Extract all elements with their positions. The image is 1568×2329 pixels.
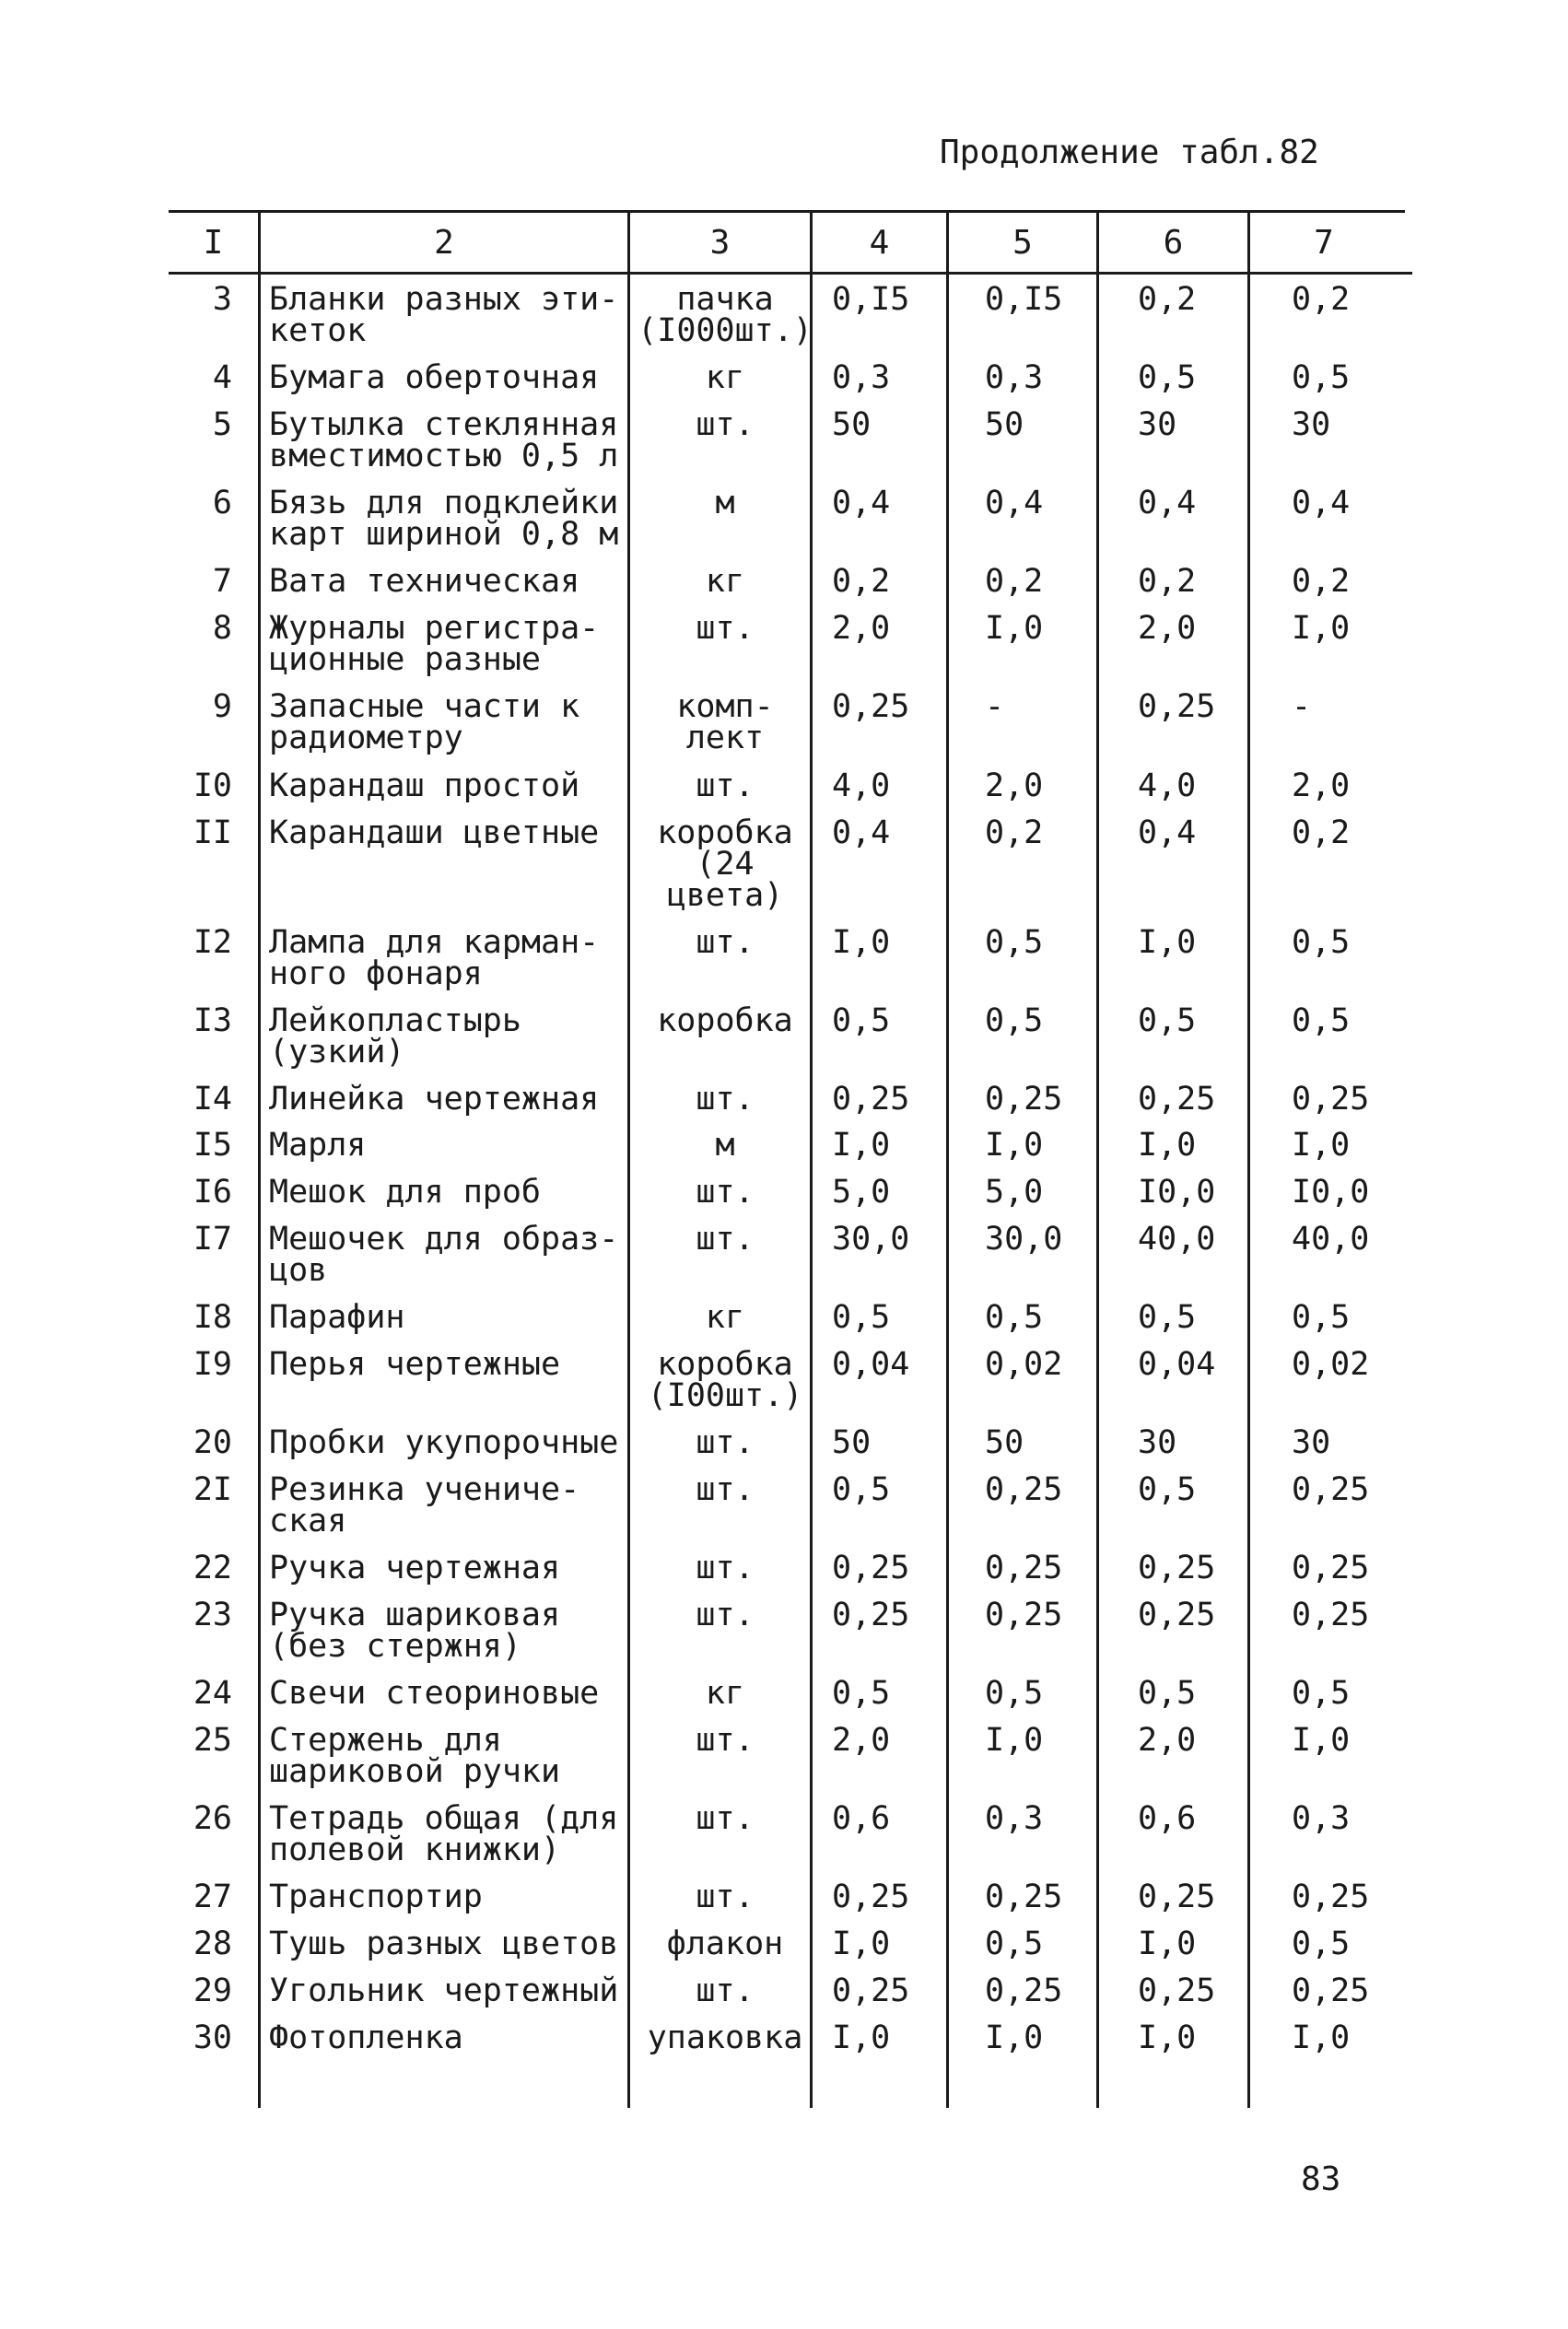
value-col-6: 2,0	[1138, 610, 1197, 647]
value-col-7: 0,25	[1292, 1878, 1370, 1915]
value-col-5: I,0	[985, 610, 1044, 647]
row-number: I9	[193, 1346, 232, 1383]
value-col-5: 0,25	[985, 1471, 1063, 1508]
value-col-7: I,0	[1292, 2019, 1351, 2056]
item-name: Мешок для проб	[269, 1174, 542, 1211]
value-col-5: 0,25	[985, 1597, 1063, 1633]
value-col-4: 50	[832, 1424, 872, 1461]
item-name: Бланки разных эти- кеток	[269, 281, 619, 349]
value-col-5: I,0	[985, 2019, 1044, 2056]
value-col-7: I0,0	[1292, 1174, 1370, 1211]
value-col-7: 0,25	[1292, 1972, 1370, 2009]
value-col-4: 0,25	[832, 1972, 910, 2009]
value-col-4: 5,0	[832, 1174, 891, 1211]
item-name: Тушь разных цветов	[269, 1925, 619, 1962]
item-unit: шт.	[696, 1471, 755, 1508]
value-col-7: I,0	[1292, 1722, 1351, 1759]
row-number: 9	[212, 688, 232, 725]
item-unit: кг	[705, 563, 745, 600]
item-unit: шт.	[696, 1174, 755, 1211]
value-col-6: 0,25	[1138, 1878, 1216, 1915]
value-col-6: 0,6	[1138, 1800, 1197, 1837]
header-cell: 2	[434, 223, 454, 262]
page-number: 83	[1301, 2160, 1341, 2198]
value-col-6: 0,04	[1138, 1346, 1216, 1383]
item-unit: шт.	[696, 1972, 755, 2009]
item-name: Бутылка стеклянная вместимостью 0,5 л	[269, 406, 619, 474]
value-col-6: I,0	[1138, 1925, 1197, 1962]
item-unit: шт.	[696, 924, 755, 961]
header-cell: 4	[869, 223, 890, 262]
item-name: Вата техническая	[269, 563, 580, 600]
item-name: Мешочек для образ- цов	[269, 1221, 619, 1289]
row-number: I6	[193, 1174, 232, 1211]
value-col-7: 0,5	[1292, 1675, 1351, 1712]
item-name: Журналы регистра- ционные разные	[269, 610, 600, 678]
item-name: Лейкопластырь (узкий)	[269, 1002, 521, 1071]
header-cell: 3	[709, 223, 731, 262]
value-col-6: 0,25	[1138, 1550, 1216, 1586]
value-col-6: I0,0	[1138, 1174, 1216, 1211]
value-col-4: 0,4	[832, 814, 891, 851]
value-col-7: 30	[1292, 406, 1331, 443]
value-col-7: I,0	[1292, 1127, 1351, 1164]
value-col-5: 0,25	[985, 1081, 1063, 1118]
value-col-6: 0,25	[1138, 1972, 1216, 2009]
row-number: 6	[212, 485, 232, 521]
item-name: Транспортир	[269, 1878, 483, 1915]
value-col-7: 0,5	[1292, 1002, 1351, 1039]
item-name: Марля	[269, 1127, 367, 1164]
item-name: Бумага оберточная	[269, 359, 600, 396]
value-col-4: 0,25	[832, 1081, 910, 1118]
item-name: Карандаш простой	[269, 767, 580, 804]
column-divider	[946, 210, 949, 2108]
value-col-7: 0,4	[1292, 485, 1351, 521]
row-number: 23	[193, 1597, 232, 1633]
value-col-6: 0,2	[1138, 563, 1197, 600]
item-name: Свечи стеориновые	[269, 1675, 600, 1712]
item-unit: м	[715, 1127, 735, 1164]
value-col-5: 0,5	[985, 1675, 1044, 1712]
table-top-rule	[169, 210, 1405, 213]
row-number: 30	[193, 2019, 232, 2056]
value-col-7: I,0	[1292, 610, 1351, 647]
table-caption: Продолжение табл.82	[940, 134, 1319, 171]
item-unit: коробка (24 цвета)	[657, 814, 793, 914]
value-col-5: -	[985, 688, 1005, 725]
value-col-7: 2,0	[1292, 767, 1351, 804]
item-name: Резинка учениче- ская	[269, 1471, 580, 1539]
row-number: I5	[193, 1127, 232, 1164]
value-col-6: 0,25	[1138, 1081, 1216, 1118]
row-number: 25	[193, 1722, 232, 1759]
value-col-7: -	[1292, 688, 1312, 725]
header-cell: 6	[1163, 223, 1184, 262]
value-col-5: 0,3	[985, 359, 1044, 396]
row-number: I2	[193, 924, 232, 961]
value-col-5: 0,25	[985, 1550, 1063, 1586]
item-unit: кг	[705, 1299, 745, 1336]
item-name: Бязь для подклейки карт шириной 0,8 м	[269, 485, 619, 553]
value-col-6: 30	[1138, 406, 1177, 443]
row-number: 20	[193, 1424, 232, 1461]
value-col-6: 0,25	[1138, 688, 1216, 725]
value-col-7: 40,0	[1292, 1221, 1370, 1258]
row-number: I7	[193, 1221, 232, 1258]
value-col-5: 0,I5	[985, 281, 1063, 318]
value-col-5: 0,2	[985, 563, 1044, 600]
value-col-5: 50	[985, 1424, 1024, 1461]
value-col-5: 0,5	[985, 1002, 1044, 1039]
value-col-5: 0,4	[985, 485, 1044, 521]
item-name: Стержень для шариковой ручки	[269, 1722, 561, 1790]
value-col-5: 0,25	[985, 1878, 1063, 1915]
row-number: 3	[212, 281, 232, 318]
column-divider	[258, 210, 261, 2108]
value-col-5: 0,5	[985, 924, 1044, 961]
value-col-6: 4,0	[1138, 767, 1197, 804]
item-name: Перья чертежные	[269, 1346, 561, 1383]
value-col-4: 0,2	[832, 563, 891, 600]
item-name: Фотопленка	[269, 2019, 463, 2056]
row-number: 24	[193, 1675, 232, 1712]
value-col-5: 5,0	[985, 1174, 1044, 1211]
item-unit: шт.	[696, 610, 755, 647]
value-col-7: 30	[1292, 1424, 1331, 1461]
row-number: 2I	[193, 1471, 232, 1508]
header-cell: I	[203, 223, 224, 262]
value-col-5: 50	[985, 406, 1024, 443]
value-col-4: 0,3	[832, 359, 891, 396]
value-col-7: 0,5	[1292, 1925, 1351, 1962]
value-col-6: 0,2	[1138, 281, 1197, 318]
value-col-4: 2,0	[832, 610, 891, 647]
item-unit: кг	[705, 359, 745, 396]
value-col-6: I,0	[1138, 1127, 1197, 1164]
item-name: Ручка чертежная	[269, 1550, 561, 1586]
value-col-4: 2,0	[832, 1722, 891, 1759]
row-number: 8	[212, 610, 232, 647]
row-number: 26	[193, 1800, 232, 1837]
item-name: Запасные части к радиометру	[269, 688, 580, 756]
value-col-6: 0,5	[1138, 1471, 1197, 1508]
value-col-6: 30	[1138, 1424, 1177, 1461]
row-number: 27	[193, 1878, 232, 1915]
value-col-5: 0,5	[985, 1299, 1044, 1336]
item-name: Линейка чертежная	[269, 1081, 600, 1118]
item-unit: коробка	[657, 1002, 793, 1039]
value-col-5: 0,25	[985, 1972, 1063, 2009]
value-col-7: 0,25	[1292, 1471, 1370, 1508]
value-col-6: I,0	[1138, 2019, 1197, 2056]
value-col-6: 0,5	[1138, 1299, 1197, 1336]
row-number: 4	[212, 359, 232, 396]
item-unit: шт.	[696, 1424, 755, 1461]
header-cell: 7	[1314, 223, 1334, 262]
value-col-5: 0,02	[985, 1346, 1063, 1383]
item-name: Ручка шариковая (без стержня)	[269, 1597, 561, 1665]
value-col-4: 0,25	[832, 1597, 910, 1633]
value-col-5: 0,5	[985, 1925, 1044, 1962]
item-unit: шт.	[696, 1221, 755, 1258]
item-unit: шт.	[696, 1081, 755, 1118]
item-unit: шт.	[696, 1878, 755, 1915]
value-col-4: 50	[832, 406, 872, 443]
item-name: Тетрадь общая (для полевой книжки)	[269, 1800, 619, 1868]
value-col-7: 0,5	[1292, 1299, 1351, 1336]
value-col-4: 0,4	[832, 485, 891, 521]
value-col-4: I,0	[832, 1127, 891, 1164]
value-col-5: I,0	[985, 1722, 1044, 1759]
item-unit: упаковка	[647, 2019, 803, 2056]
row-number: 5	[212, 406, 232, 443]
item-name: Парафин	[269, 1299, 405, 1336]
value-col-4: 30,0	[832, 1221, 910, 1258]
value-col-4: 0,04	[832, 1346, 910, 1383]
row-number: I0	[193, 767, 232, 804]
item-unit: кг	[705, 1675, 745, 1712]
row-number: I4	[193, 1081, 232, 1118]
value-col-6: 0,25	[1138, 1597, 1216, 1633]
value-col-6: 0,4	[1138, 814, 1197, 851]
value-col-5: 30,0	[985, 1221, 1063, 1258]
value-col-7: 0,5	[1292, 924, 1351, 961]
value-col-6: 0,5	[1138, 1675, 1197, 1712]
value-col-4: 0,25	[832, 688, 910, 725]
item-name: Карандаши цветные	[269, 814, 600, 851]
item-unit: шт.	[696, 767, 755, 804]
value-col-7: 0,25	[1292, 1081, 1370, 1118]
column-divider	[1247, 210, 1250, 2108]
row-number: I3	[193, 1002, 232, 1039]
value-col-6: 0,4	[1138, 485, 1197, 521]
value-col-7: 0,2	[1292, 281, 1351, 318]
item-unit: шт.	[696, 1722, 755, 1759]
value-col-6: 40,0	[1138, 1221, 1216, 1258]
row-number: 28	[193, 1925, 232, 1962]
value-col-4: I,0	[832, 2019, 891, 2056]
item-unit: м	[715, 485, 735, 521]
value-col-7: 0,25	[1292, 1550, 1370, 1586]
value-col-4: 0,5	[832, 1299, 891, 1336]
row-number: 7	[212, 563, 232, 600]
value-col-5: I,0	[985, 1127, 1044, 1164]
value-col-4: 0,I5	[832, 281, 910, 318]
value-col-6: 0,5	[1138, 359, 1197, 396]
value-col-6: 0,5	[1138, 1002, 1197, 1039]
value-col-7: 0,3	[1292, 1800, 1351, 1837]
value-col-4: 0,6	[832, 1800, 891, 1837]
value-col-5: 0,3	[985, 1800, 1044, 1837]
item-unit: шт.	[696, 1800, 755, 1837]
item-unit: пачка (I000шт.)	[638, 281, 813, 349]
row-number: I8	[193, 1299, 232, 1336]
value-col-4: 0,5	[832, 1471, 891, 1508]
value-col-5: 2,0	[985, 767, 1044, 804]
value-col-4: 0,5	[832, 1675, 891, 1712]
item-unit: коробка (I00шт.)	[647, 1346, 803, 1414]
value-col-4: 0,25	[832, 1878, 910, 1915]
value-col-7: 0,2	[1292, 563, 1351, 600]
value-col-4: I,0	[832, 924, 891, 961]
value-col-5: 0,2	[985, 814, 1044, 851]
column-divider	[1096, 210, 1099, 2108]
item-unit: шт.	[696, 406, 755, 443]
item-unit: шт.	[696, 1550, 755, 1586]
value-col-4: 0,25	[832, 1550, 910, 1586]
value-col-7: 0,25	[1292, 1597, 1370, 1633]
row-number: II	[193, 814, 232, 851]
item-unit: комп- лект	[676, 688, 774, 756]
value-col-6: 2,0	[1138, 1722, 1197, 1759]
value-col-7: 0,5	[1292, 359, 1351, 396]
value-col-7: 0,2	[1292, 814, 1351, 851]
item-name: Лампа для карман- ного фонаря	[269, 924, 600, 992]
item-unit: шт.	[696, 1597, 755, 1633]
value-col-4: I,0	[832, 1925, 891, 1962]
item-name: Угольник чертежный	[269, 1972, 619, 2009]
row-number: 22	[193, 1550, 232, 1586]
value-col-7: 0,02	[1292, 1346, 1370, 1383]
item-unit: флакон	[666, 1925, 784, 1962]
item-name: Пробки укупорочные	[269, 1424, 619, 1461]
row-number: 29	[193, 1972, 232, 2009]
header-cell: 5	[1012, 223, 1033, 262]
table-header-rule	[169, 272, 1412, 275]
value-col-6: I,0	[1138, 924, 1197, 961]
value-col-4: 4,0	[832, 767, 891, 804]
value-col-4: 0,5	[832, 1002, 891, 1039]
